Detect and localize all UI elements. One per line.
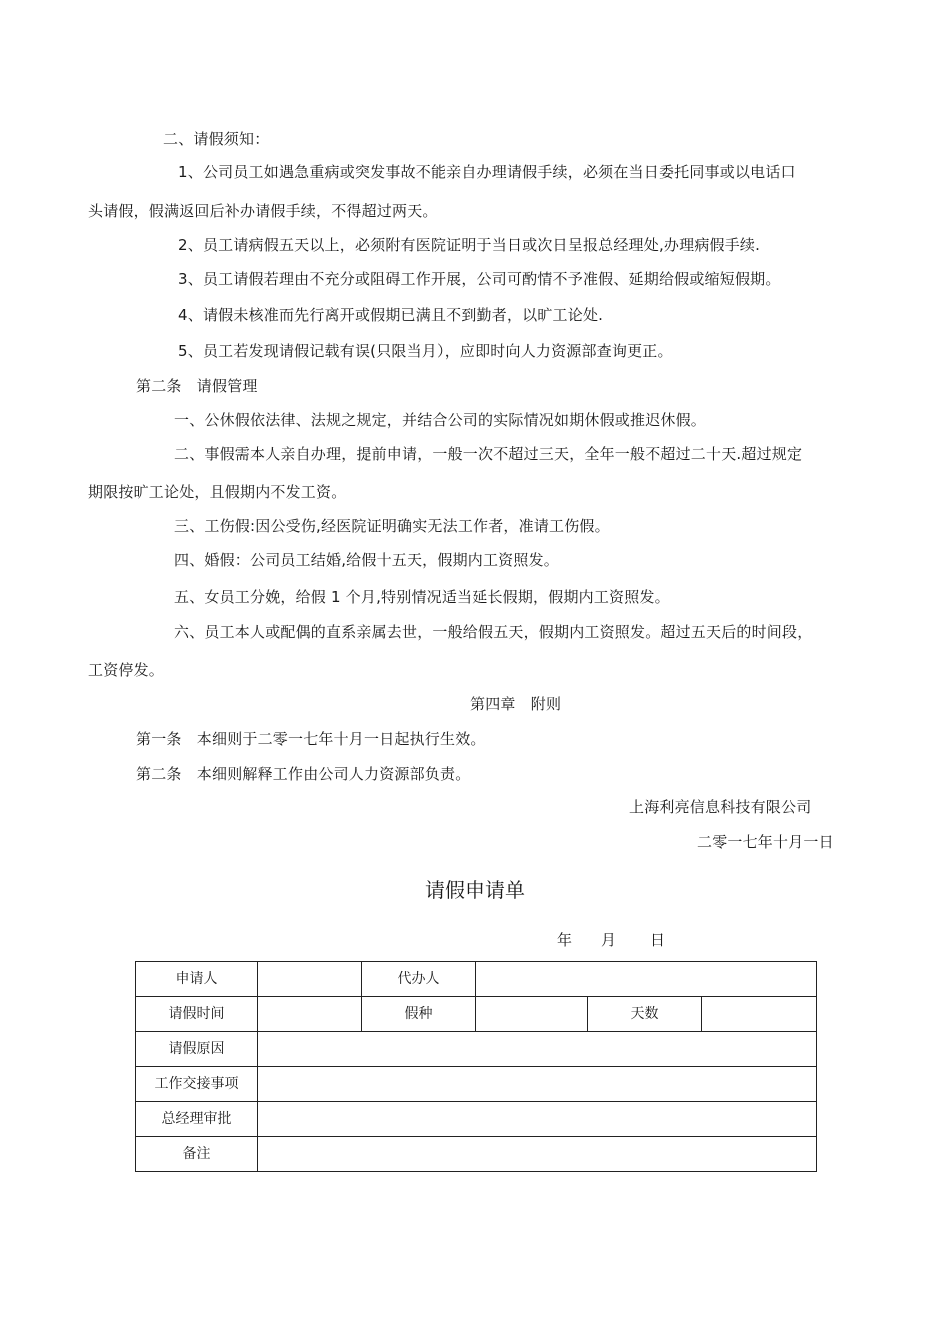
table-row — [136, 1067, 817, 1102]
notice-item-1-line-2: 头请假，假满返回后补办请假手续，不得超过两天。 — [88, 202, 438, 220]
notice-item-4: 4、请假未核准而先行离开或假期已满且不到勤者，以旷工论处. — [178, 306, 604, 324]
leave-type-field[interactable] — [476, 997, 588, 1032]
gm-approval-field[interactable] — [258, 1102, 817, 1137]
article-2-para-4: 四、婚假：公司员工结婚,给假十五天，假期内工资照发。 — [174, 551, 559, 569]
notice-item-5: 5、员工若发现请假记载有误(只限当月），应即时向人力资源部查询更正。 — [178, 342, 673, 360]
form-date-day: 日 — [650, 931, 666, 949]
chapter-4-heading: 第四章 附则 — [470, 695, 562, 713]
table-row — [136, 1032, 817, 1067]
remarks-label: 备注 — [136, 1137, 258, 1172]
handover-label: 工作交接事项 — [136, 1067, 258, 1102]
chapter-4-article-2: 第二条 本细则解释工作由公司人力资源部负责。 — [136, 765, 471, 783]
form-title: 请假申请单 — [425, 878, 525, 902]
handover-field[interactable] — [258, 1067, 817, 1102]
article-2-para-1: 一、公休假依法律、法规之规定，并结合公司的实际情况如期休假或推迟休假。 — [174, 411, 707, 429]
gm-approval-label: 总经理审批 — [136, 1102, 258, 1137]
table-row — [136, 1102, 817, 1137]
notice-heading: 二、请假须知： — [163, 130, 270, 148]
reason-label: 请假原因 — [136, 1032, 258, 1067]
company-name: 上海利亮信息科技有限公司 — [629, 798, 812, 816]
days-label: 天数 — [588, 997, 702, 1032]
agent-label: 代办人 — [362, 962, 476, 997]
signature-date: 二零一七年十月一日 — [697, 833, 834, 851]
article-2-para-6-line-1: 六、员工本人或配偶的直系亲属去世，一般给假五天，假期内工资照发。超过五天后的时间段， — [174, 623, 813, 641]
article-2-para-2-line-1: 二、事假需本人亲自办理，提前申请，一般一次不超过三天，全年一般不超过二十天.超过规定 — [174, 445, 803, 463]
form-date-year: 年 — [557, 931, 573, 949]
table-row — [136, 997, 817, 1032]
leave-time-field[interactable] — [258, 997, 362, 1032]
agent-field[interactable] — [476, 962, 817, 997]
leave-application-table — [135, 961, 817, 1172]
leave-type-label: 假种 — [362, 997, 476, 1032]
applicant-label: 申请人 — [136, 962, 258, 997]
table-row — [136, 962, 817, 997]
days-field[interactable] — [702, 997, 817, 1032]
article-2-para-3: 三、工伤假:因公受伤,经医院证明确实无法工作者，准请工伤假。 — [174, 517, 610, 535]
article-2-heading: 第二条 请假管理 — [136, 377, 258, 395]
remarks-field[interactable] — [258, 1137, 817, 1172]
reason-field[interactable] — [258, 1032, 817, 1067]
article-2-para-6-line-2: 工资停发。 — [88, 661, 165, 679]
applicant-field[interactable] — [258, 962, 362, 997]
chapter-4-article-1: 第一条 本细则于二零一七年十月一日起执行生效。 — [136, 730, 486, 748]
article-2-para-2-line-2: 期限按旷工论处，且假期内不发工资。 — [88, 483, 347, 501]
article-2-para-5: 五、女员工分娩，给假 1 个月,特别情况适当延长假期，假期内工资照发。 — [174, 588, 670, 606]
form-date-month: 月 — [601, 931, 617, 949]
table-row — [136, 1137, 817, 1172]
notice-item-1-line-1: 1、公司员工如遇急重病或突发事故不能亲自办理请假手续，必须在当日委托同事或以电话口 — [178, 163, 796, 181]
notice-item-3: 3、员工请假若理由不充分或阻碍工作开展，公司可酌情不予准假、延期给假或缩短假期。 — [178, 270, 781, 288]
notice-item-2: 2、员工请病假五天以上，必须附有医院证明于当日或次日呈报总经理处,办理病假手续. — [178, 236, 761, 254]
leave-time-label: 请假时间 — [136, 997, 258, 1032]
